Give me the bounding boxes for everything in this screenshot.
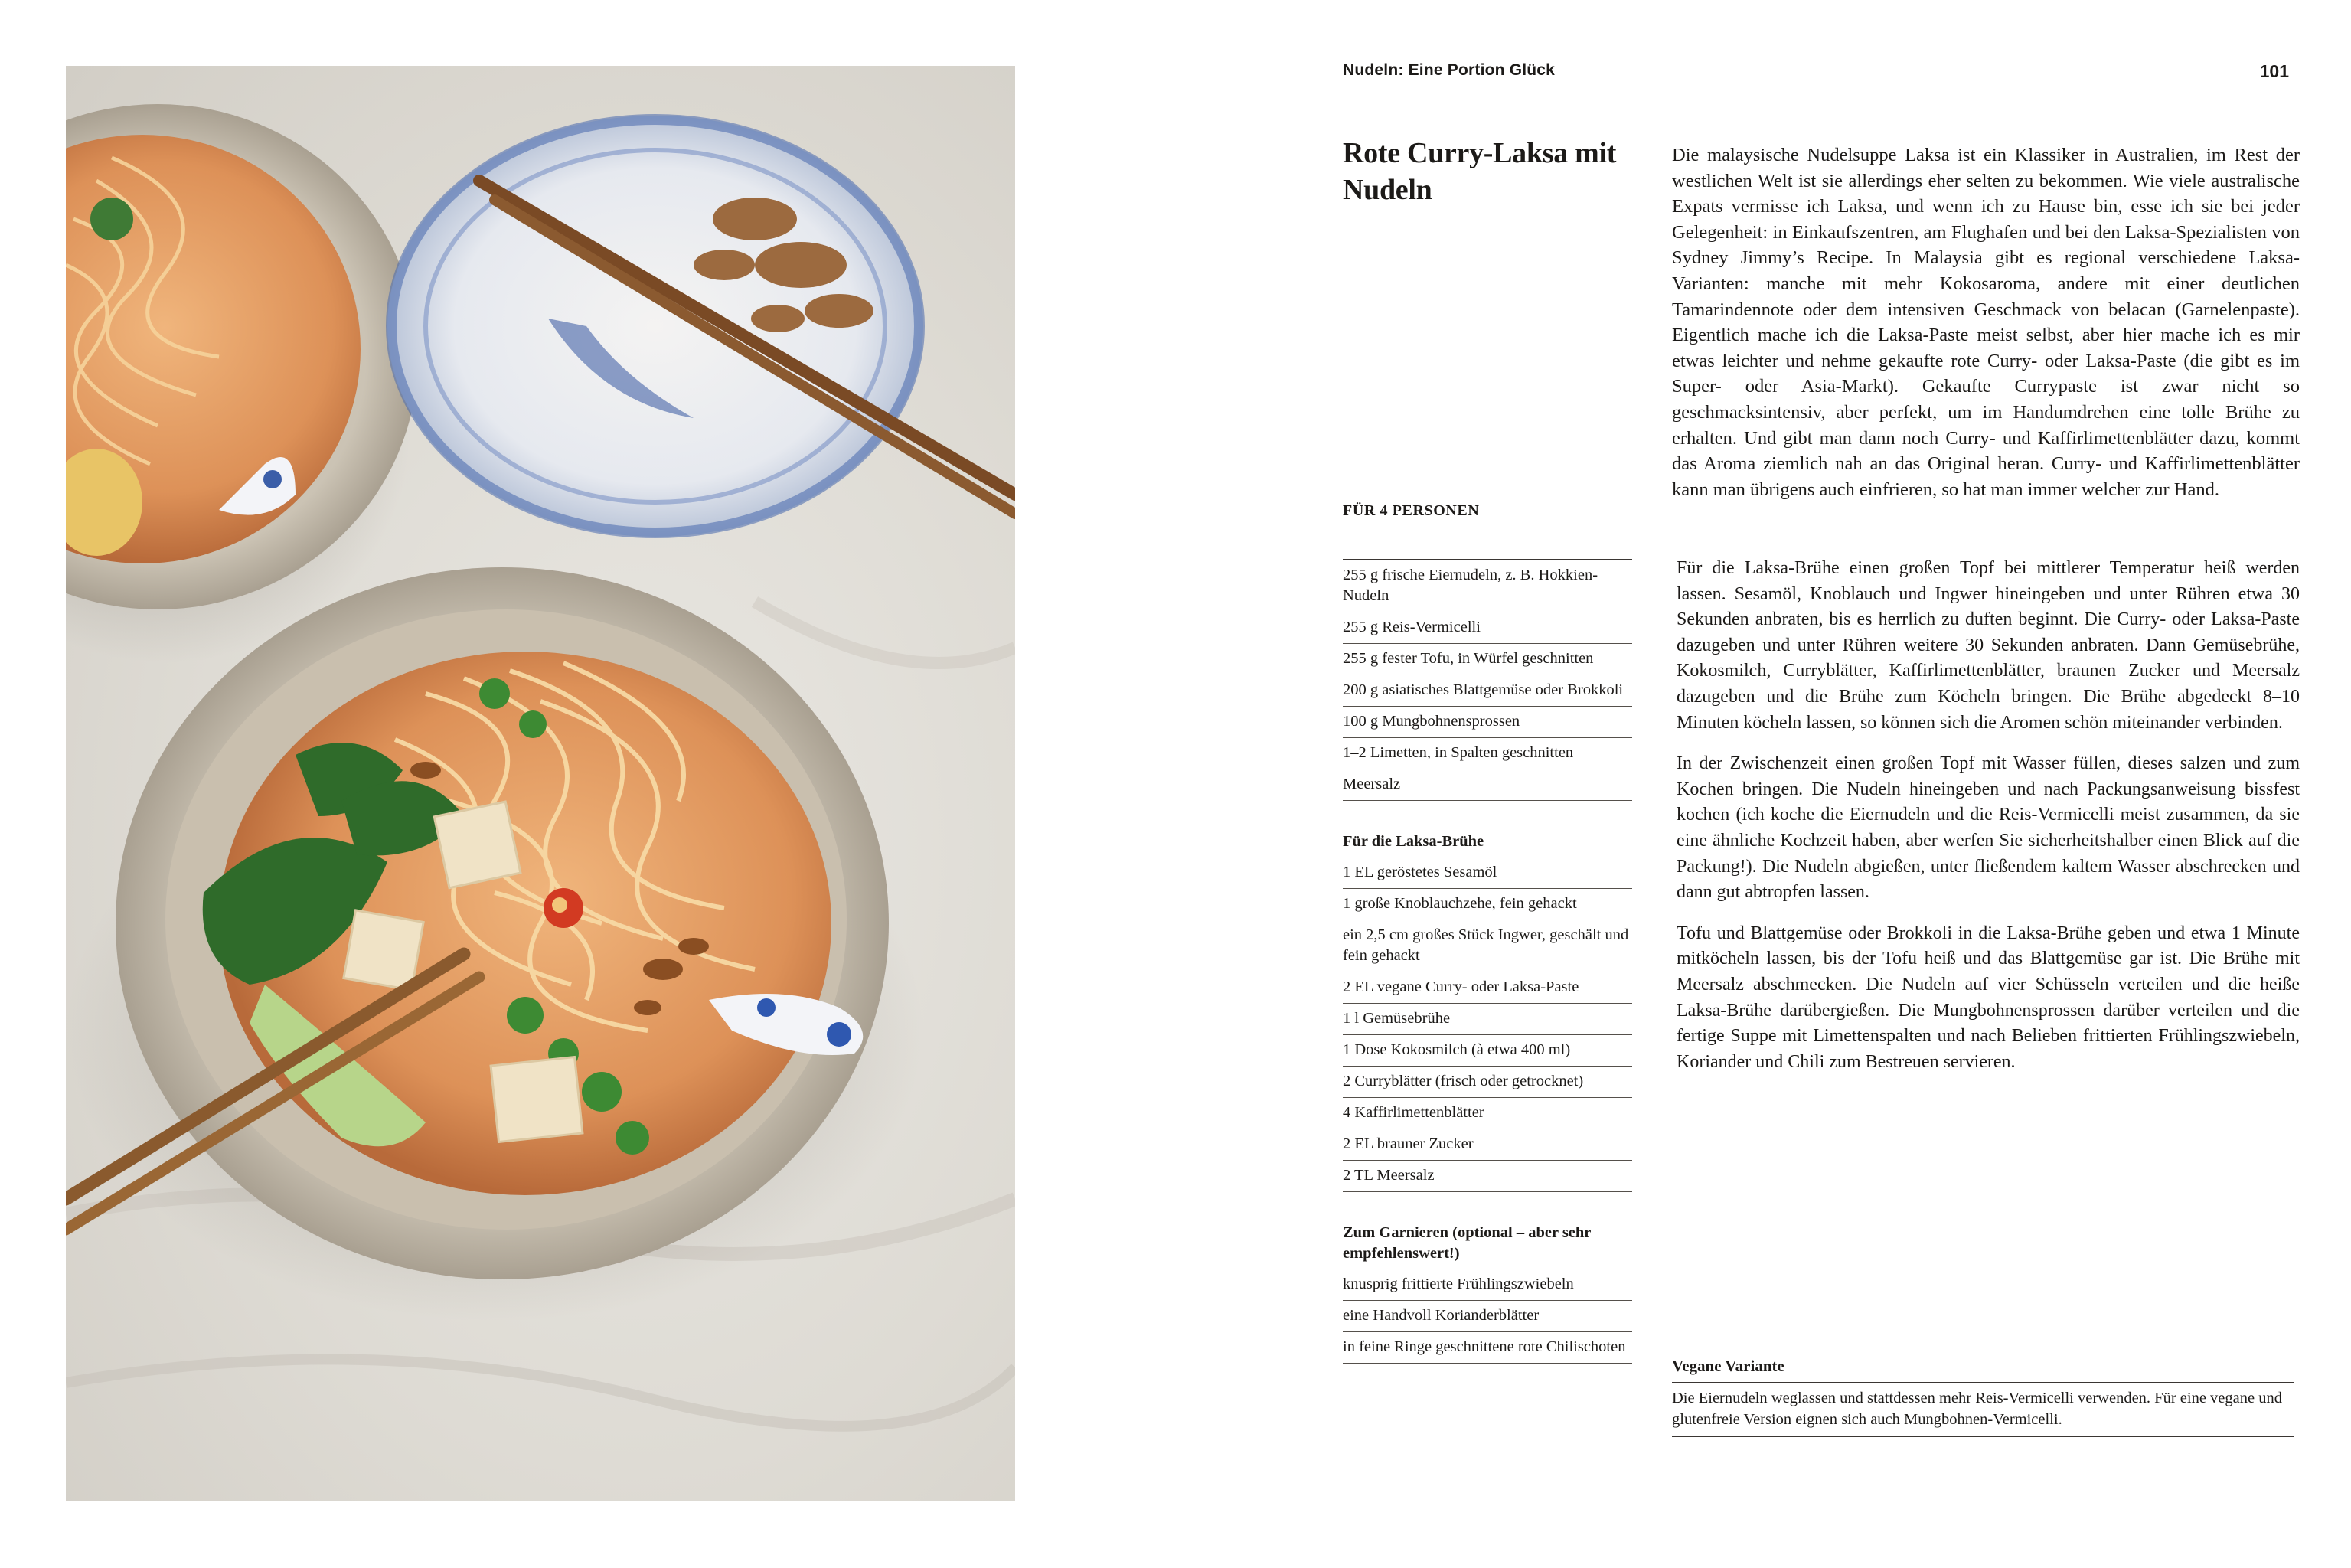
ingredient-item: 1 große Knoblauchzehe, fein gehackt — [1343, 889, 1632, 920]
garnish-heading: Zum Garnieren (optional – aber sehr empfehlenswert!) — [1343, 1223, 1632, 1269]
ingredient-item: ein 2,5 cm großes Stück Ingwer, geschält und fein gehackt — [1343, 920, 1632, 972]
recipe-photo — [66, 66, 1015, 1501]
method-step: Für die Laksa-Brühe einen großen Topf bei mittlerer Temperatur heiß werden lassen. Sesamöl, Knoblauch und Ingwer hineingeben und unter Rühren etwa 30 Sekunden anbraten, bis es herrlich zu duften beginnt. Die Curry- oder Laksa-Paste dazugeben und unter Rühren weitere 30 Sekunden anbraten. Dann Gemüsebrühe, Kokosmilch, Curryblätter, Kaffirlimettenblätter, braunen Zucker und Meersalz dazugeben und die Brühe zum Köcheln bringen. Die Brühe abgedeckt 8–10 Minuten köcheln lassen, so können sich die Aromen schön miteinander verbinden. — [1677, 558, 2300, 733]
ingredient-group-garnish — [1343, 1223, 1632, 1364]
vegan-variant-box — [1672, 1357, 2294, 1437]
ingredient-item: 2 EL vegane Curry- oder Laksa-Paste — [1343, 972, 1632, 1004]
servings-label: FÜR 4 PERSONEN — [1343, 502, 1480, 519]
ingredient-item: 1–2 Limetten, in Spalten geschnitten — [1343, 738, 1632, 769]
ingredient-item: knusprig frittierte Frühlingszwiebeln — [1343, 1269, 1632, 1301]
ingredient-item: 2 TL Meersalz — [1343, 1161, 1632, 1192]
ingredient-item: 200 g asiatisches Blattgemüse oder Brokkoli — [1343, 675, 1632, 707]
ingredient-item: 1 Dose Kokosmilch (à etwa 400 ml) — [1343, 1035, 1632, 1067]
ingredient-item: 1 l Gemüsebrühe — [1343, 1004, 1632, 1035]
ingredient-item: 255 g frische Eiernudeln, z. B. Hokkien-Nudeln — [1343, 560, 1632, 612]
recipe-title: Rote Curry-Laksa mit Nudeln — [1343, 137, 1617, 206]
ingredient-item: 2 EL brauner Zucker — [1343, 1129, 1632, 1161]
method-step: In der Zwischenzeit einen großen Topf mit Wasser füllen, dieses salzen und zum Kochen bringen. Die Nudeln hineingeben und nach Packungsanweisung bissfest kochen (ich koche die Eiernudeln und die Reis-Vermicelli meist zusammen, da sie eine ähnliche Kochzeit haben, aber werfen Sie sicherheitshalber einen Blick auf die Packung!). Die Nudeln abgießen, unter fließendem kaltem Wasser abschrecken und dann gut abtropfen lassen. — [1677, 753, 2300, 903]
recipe-intro — [1672, 142, 2300, 502]
method-step: Tofu und Blattgemüse oder Brokkoli in die Laksa-Brühe geben und etwa 1 Minute mitköcheln lassen, bis der Tofu heiß und das Blattgemüse gar ist. Die Brühe mit Meersalz abschmecken. Die Nudeln auf vier Schüsseln verteilen und die heiße Laksa-Brühe darübergießen. Die Mungbohnensprossen darüber verteilen und die fertige Suppe mit Limettenspalten und nach Belieben frittierten Frühlingszwiebeln, Koriander und Chili zum Bestreuen servieren. — [1677, 923, 2300, 1072]
ingredient-item: 100 g Mungbohnensprossen — [1343, 707, 1632, 738]
vegan-variant-text: Die Eiernudeln weglassen und stattdessen mehr Reis-Vermicelli verwenden. Für eine vegane und glutenfreie Version eignen sich auch Mungbohnen-Vermicelli. — [1672, 1383, 2294, 1437]
page-number: 101 — [2259, 61, 2289, 81]
ingredient-item: Meersalz — [1343, 769, 1632, 801]
method-steps — [1677, 556, 2300, 1090]
ingredient-item: in feine Ringe geschnittene rote Chilischoten — [1343, 1332, 1632, 1364]
running-head: Nudeln: Eine Portion Glück — [1343, 61, 1556, 79]
ingredient-item: 255 g Reis-Vermicelli — [1343, 612, 1632, 644]
ingredient-group-broth — [1343, 831, 1632, 1192]
ingredient-list — [1343, 559, 1632, 1364]
vegan-variant-heading: Vegane Variante — [1672, 1357, 2294, 1383]
intro-paragraph: Die malaysische Nudelsuppe Laksa ist ein Klassiker in Australien, im Rest der westlichen Welt ist sie allerdings eher selten zu bekommen. Wie viele australische Expats vermisse ich Laksa, und wenn ich zu Hause bin, esse ich sie bei jeder Gelegenheit: in Einkaufszentren, am Flughafen und bei den Laksa-Spezialisten von Sydney Jimmy’s Recipe. In Malaysia gibt es regional verschiedene Laksa-Varianten: manche mit mehr Kokosaroma, andere mit einer deutlichen Tamarindennote oder dem intensiven Geschmack von belacan (Garnelenpaste). Eigentlich mache ich die Laksa-Paste meist selbst, aber hier mache ich es mir etwas leichter und nehme gekaufte rote Curry- oder Laksa-Paste (die gibt es im Super- oder Asia-Markt). Gekaufte Currypaste ist zwar nicht so geschmacksintensiv, aber perfekt, um im Handumdrehen eine tolle Brühe zu erhalten. Und gibt man dann noch Curry- und Kaffirlimettenblätter dazu, kommt das Aroma ziemlich nah an das Original heran. Curry- und Kaffirlimettenblätter kann man übrigens auch einfrieren, so hat man immer welcher zur Hand. — [1672, 145, 2300, 500]
ingredient-item: eine Handvoll Korianderblätter — [1343, 1301, 1632, 1332]
ingredient-item: 2 Curryblätter (frisch oder getrocknet) — [1343, 1067, 1632, 1098]
ingredient-group-main — [1343, 559, 1632, 801]
ingredient-item: 1 EL geröstetes Sesamöl — [1343, 858, 1632, 889]
laksa-bowl-photo-icon — [66, 66, 1015, 1501]
broth-heading: Für die Laksa-Brühe — [1343, 831, 1632, 858]
ingredient-item: 255 g fester Tofu, in Würfel geschnitten — [1343, 644, 1632, 675]
ingredient-item: 4 Kaffirlimettenblätter — [1343, 1098, 1632, 1129]
